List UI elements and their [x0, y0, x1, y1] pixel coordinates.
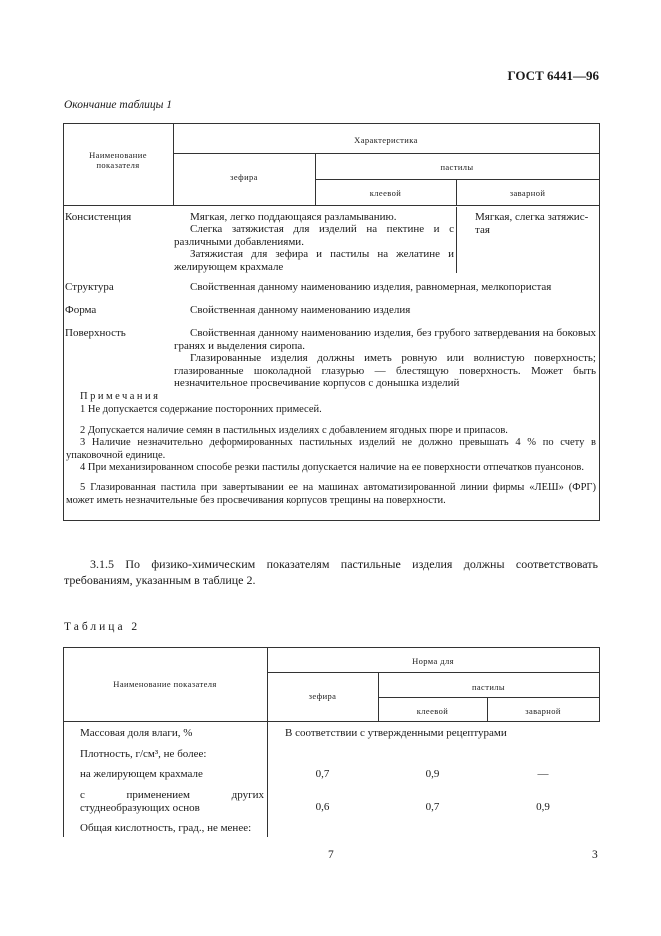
t1-row-text: Свойственная данному наименованию изделия, без грубого затвердевания на боковых гранях и выделения сиропа.: [174, 327, 596, 352]
t2-header-pastila: пастилы: [471, 682, 506, 692]
t2-value-zavar: —: [537, 768, 549, 780]
t1-row-name: Консистенция: [65, 211, 132, 223]
t1-note: 2 Допускается наличие семян в пастильных изделиях с добавлением ягодных пюре и припасов.: [80, 425, 508, 436]
t1-notes-title: Примечания: [80, 391, 161, 402]
t1-header-zavar: заварной: [509, 188, 546, 198]
t1-note: 3 Наличие незначительно деформированных пастильных изделий не должно превышать 4 % по счету в упаковочной единице.: [66, 437, 596, 461]
t2-row-span-value: В соответствии с утвержденными рецептурами: [285, 727, 507, 739]
t1-row-text: Глазированные изделия должны иметь ровную или волнистую поверхность; глазированные шоколадной глазурью — блестящую поверхность. Может быть незначительное просвечивание корпусов с донышка изделий: [174, 352, 596, 389]
t1-note: 4 При механизированном способе резки пастилы допускается наличие на ее поверхности отпечатков пуансонов.: [80, 462, 585, 473]
t2-value-zavar: 0,9: [536, 801, 550, 813]
t2-value-kleev: 0,9: [425, 768, 440, 780]
t2-header-name: Наименование показателя: [113, 679, 217, 689]
t1-row-zavar-text: Мягкая, слегка затяжис-тая: [475, 211, 589, 236]
t1-header-pastila: пастилы: [440, 162, 474, 172]
standard-number: ГОСТ 6441—96: [507, 68, 599, 83]
t1-header-zefir: зефира: [230, 172, 258, 182]
t1-header-characteristic: Характеристика: [354, 135, 418, 145]
t2-row-name: Общая кислотность, град., не менее:: [80, 822, 252, 834]
t2-value-zefir: 0,6: [315, 801, 330, 813]
t1-row-text: Свойственная данному наименованию изделия: [190, 304, 411, 316]
t2-header-zavar: заварной: [525, 706, 561, 716]
page-number-center: 7: [328, 849, 334, 861]
t1-row-text: Затяжистая для зефира и пастилы на желатине и желирующем крахмале: [174, 248, 454, 273]
t1-row-name: Поверхность: [65, 327, 126, 339]
t2-value-zefir: 0,7: [315, 768, 330, 780]
t1-row-text: Мягкая, легко поддающаяся разламыванию.: [190, 211, 397, 223]
t1-row-text: Свойственная данному наименованию изделия, равномерная, мелкопористая: [190, 281, 552, 293]
t1-header-name: Наименование показателя: [89, 150, 147, 170]
t2-header-norm: Норма для: [412, 656, 454, 666]
t1-note: 1 Не допускается содержание посторонних примесей.: [80, 404, 322, 415]
t2-row-name: с применением других студнеобразующих основ: [80, 789, 264, 814]
t1-header-kleev: клеевой: [369, 188, 402, 198]
t2-header-kleev: клеевой: [416, 706, 449, 716]
t1-row-name: Форма: [65, 304, 97, 316]
table-2-title: Таблица 2: [64, 621, 141, 633]
t2-value-kleev: 0,7: [425, 801, 440, 813]
t1-note: 5 Глазированная пастила при завертывании ее на машинах автоматизированной линии фирмы «ЛЕШ» (ФРГ) может иметь незначительные без просвечивания корпусов трещины на поверхности.: [66, 482, 596, 506]
t2-header-zefir: зефира: [308, 691, 337, 701]
paragraph-3-1-5: 3.1.5 По физико-химическим показателям пастильные изделия должны соответствовать требованиям, указанным в таблице 2.: [64, 557, 598, 587]
t2-row-name: Плотность, г/см³, не более:: [80, 748, 207, 760]
table-continuation-label: Окончание таблицы 1: [64, 99, 172, 111]
t2-row-name: Массовая доля влаги, %: [80, 727, 193, 739]
t1-row-name: Структура: [65, 281, 114, 293]
page-number-right: 3: [592, 849, 598, 861]
t1-row-text: Слегка затяжистая для изделий на пектине и с различными добавлениями.: [174, 223, 454, 248]
t2-row-name: на желирующем крахмале: [80, 768, 203, 780]
